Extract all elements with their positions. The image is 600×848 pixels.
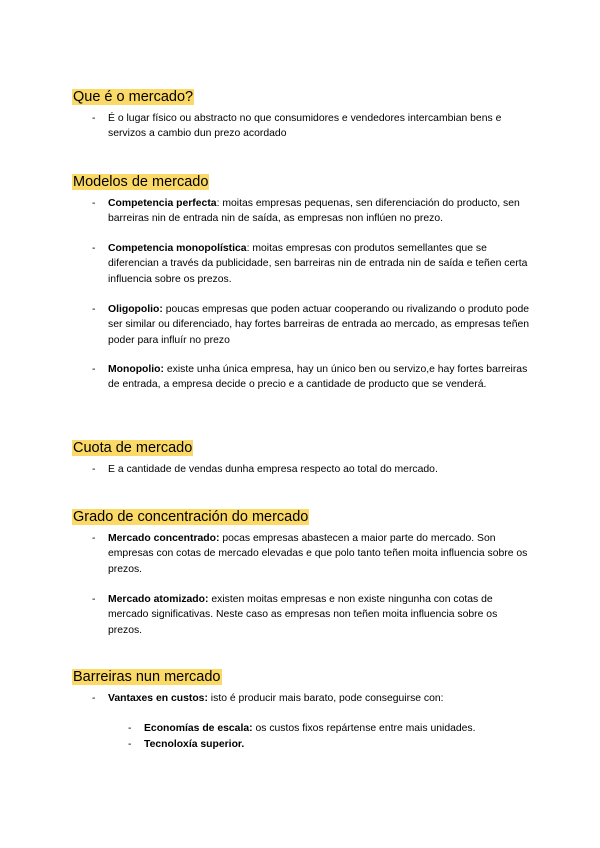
bullet-dash: - bbox=[92, 464, 96, 475]
list-item-text: Vantaxes en custos: isto é producir mais barato, pode conseguirse con: bbox=[108, 693, 444, 704]
bullet-dash: - bbox=[92, 113, 96, 124]
bullet-dash: - bbox=[92, 304, 96, 315]
section-heading-que-e-o-mercado: Que é o mercado? bbox=[73, 89, 194, 105]
list-item-text: Oligopolio: poucas empresas que poden actuar cooperando ou rivalizando o produto pode ser similar ou diferenciado, hay fortes barreiras de entrada ao mercado, as empresas teñen poder para influír no prezo bbox=[108, 304, 530, 346]
bullet-dash: - bbox=[128, 739, 132, 750]
list-item-text: Mercado atomizado: existen moitas empresas e non existe ningunha con cotas de mercado significativas. Neste caso as empresas non teñen moita influencia sobre os prezos. bbox=[108, 594, 498, 636]
list-item-text: Mercado concentrado: pocas empresas abastecen a maior parte do mercado. Son empresas con cotas de mercado elevadas e que polo tanto teñen moita influencia sobre os prezos. bbox=[108, 533, 528, 575]
bullet-dash: - bbox=[92, 533, 96, 544]
list-item-text: Monopolio: existe unha única empresa, hay un único ben ou servizo,e hay fortes barreiras de entrada, a empresa decide o precio e a cantidade de producto que se venderá. bbox=[108, 364, 528, 391]
bullet-dash: - bbox=[92, 364, 96, 375]
section-heading-cuota-de-mercado: Cuota de mercado bbox=[73, 440, 193, 456]
section-heading-modelos-de-mercado: Modelos de mercado bbox=[73, 174, 209, 190]
bullet-dash: - bbox=[128, 723, 132, 734]
list-item-text: E a cantidade de vendas dunha empresa respecto ao total do mercado. bbox=[108, 464, 438, 475]
list-item-text: É o lugar físico ou abstracto no que consumidores e vendedores intercambian bens e servizos a cambio dun prezo acordado bbox=[108, 113, 502, 140]
section-heading-grado-de-concentracion: Grado de concentración do mercado bbox=[73, 509, 309, 525]
list-item-text: Competencia monopolística: moitas empresas con produtos semellantes que se diferencian a través da publicidade, sen barreiras nin de entrada nin de saída e teñen certa influencia sobre os prezos. bbox=[108, 243, 528, 285]
sub-list-item-text: Tecnoloxía superior. bbox=[144, 739, 245, 750]
sub-list-item-text: Economías de escala: os custos fixos repártense entre mais unidades. bbox=[144, 723, 476, 734]
list-item-text: Competencia perfecta: moitas empresas pequenas, sen diferenciación do producto, sen barreiras nin de entrada nin de saída, as empresas non inflúen no prezo. bbox=[108, 198, 520, 225]
bullet-dash: - bbox=[92, 198, 96, 209]
bullet-dash: - bbox=[92, 243, 96, 254]
section-heading-barreiras-nun-mercado: Barreiras nun mercado bbox=[73, 669, 221, 685]
bullet-dash: - bbox=[92, 594, 96, 605]
bullet-dash: - bbox=[92, 693, 96, 704]
